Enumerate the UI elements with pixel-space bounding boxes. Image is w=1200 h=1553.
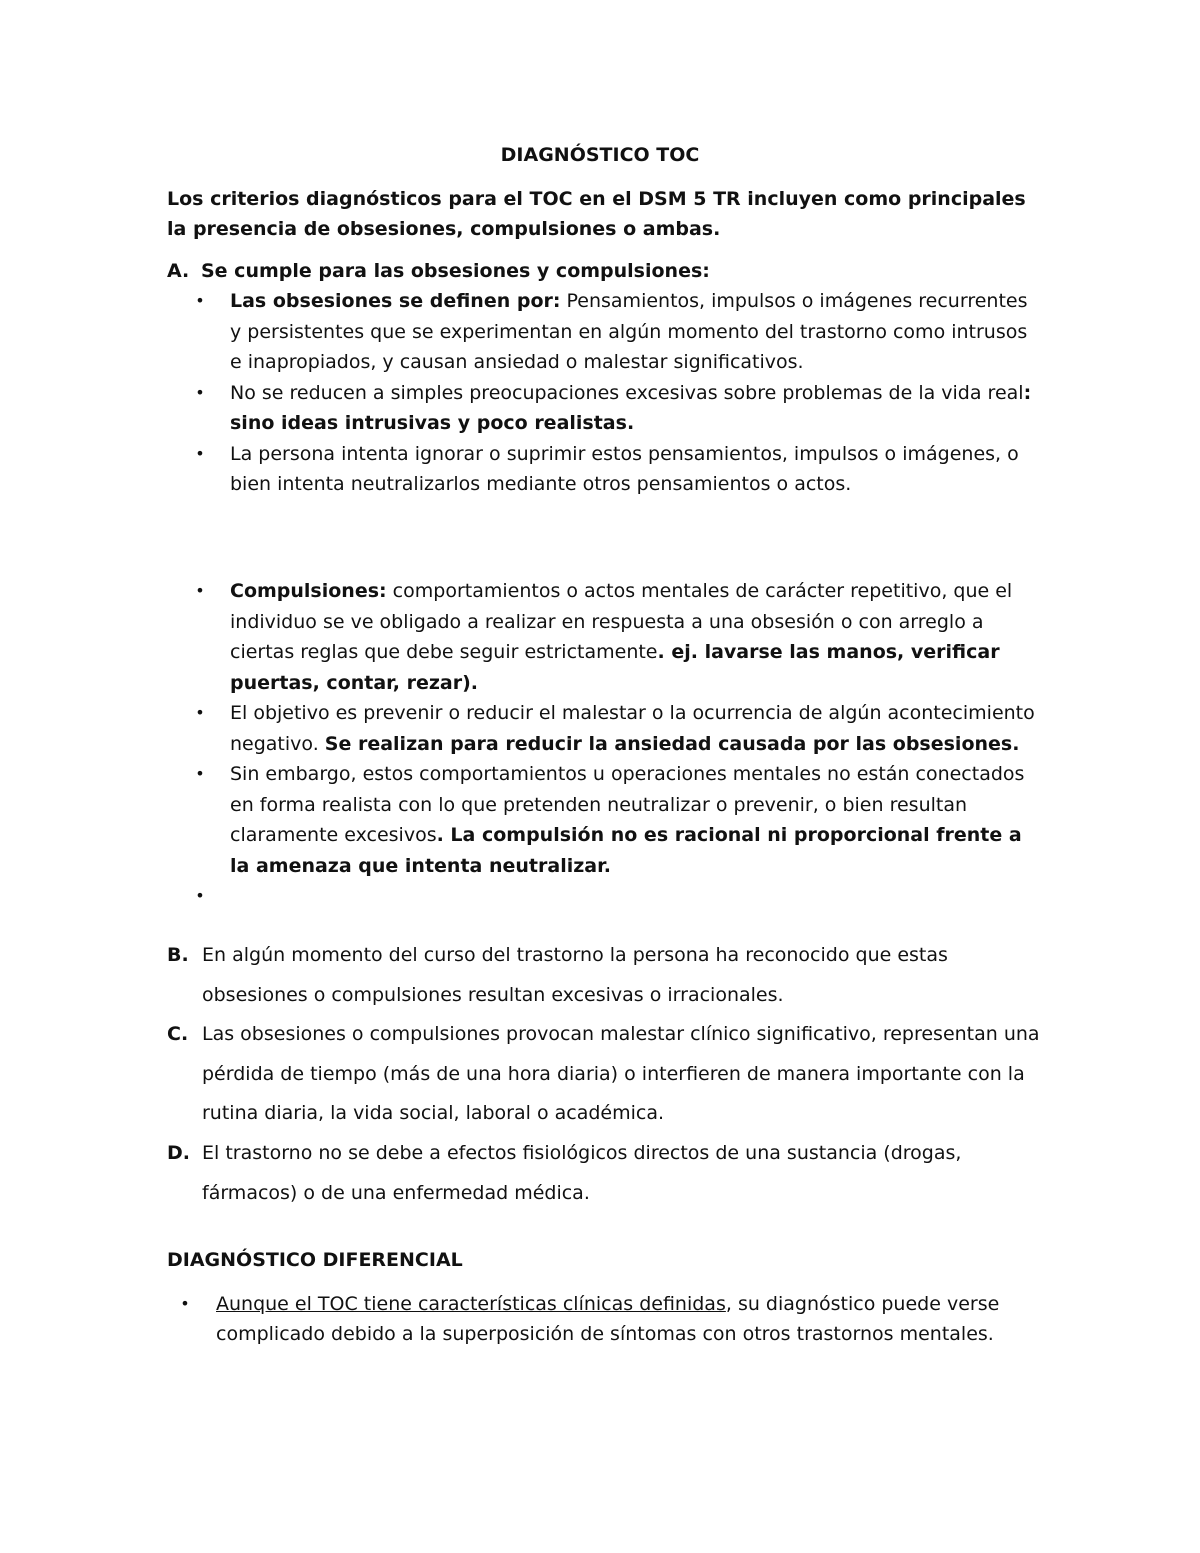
section-d <box>167 1134 1047 1213</box>
section-c <box>167 1015 1047 1134</box>
compulsions-bullet-list <box>195 576 1040 912</box>
bullet-icon: • <box>195 382 205 402</box>
compulsions-label: Compulsiones: <box>230 580 387 602</box>
list-item <box>195 439 1040 500</box>
list-item <box>195 576 1040 698</box>
list-item-text: La persona intenta ignorar o suprimir estos pensamientos, impulsos o imágenes, o bien intenta neutralizarlos mediante otros pensamientos o actos. <box>230 442 1019 495</box>
compulsions-text: comportamientos o actos mentales de carácter repetitivo, que el individuo se ve obligado a realizar en respuesta a una obsesión o con arreglo a ciertas reglas que debe seguir estrictamente <box>230 580 1013 663</box>
obsessions-definition-label: Las obsesiones se definen por: <box>230 290 561 312</box>
differential-bullet-list <box>180 1289 1046 1349</box>
section-d-text: El trastorno no se debe a efectos fisiológicos directos de una sustancia (drogas, fármacos) o de una enfermedad médica. <box>202 1142 962 1204</box>
section-b-letter: B. <box>167 944 189 966</box>
section-a-title: Se cumple para las obsesiones y compulsiones: <box>201 260 710 282</box>
section-a-letter: A. <box>167 260 190 282</box>
bullet-icon: • <box>195 291 205 310</box>
list-item-bold-tail: : sino ideas intrusivas y poco realistas. <box>230 381 1032 434</box>
list-item-text: Sin embargo, estos comportamientos u operaciones mentales no están conectados en forma realista con lo que pretenden neutralizar o prevenir, o bien resultan claramente excesivos <box>230 763 1025 846</box>
bullet-icon: • <box>195 886 205 905</box>
section-c-letter: C. <box>167 1023 189 1045</box>
bullet-icon: • <box>195 581 205 600</box>
obsessions-definition-text: Pensamientos, impulsos o imágenes recurrentes y persistentes que se experimentan en algún momento del trastorno como intrusos e inapropiados, y causan ansiedad o malestar significativos. <box>230 290 1028 373</box>
list-item <box>195 759 1040 881</box>
intro-paragraph: Los criterios diagnósticos para el TOC en el DSM 5 TR incluyen como principales la presencia de obsesiones, compulsiones o ambas. <box>167 188 1026 240</box>
list-item-text: El objetivo es prevenir o reducir el malestar o la ocurrencia de algún acontecimiento negativo. <box>230 702 1035 755</box>
section-b <box>167 936 1047 1015</box>
list-item <box>195 286 1040 378</box>
differential-text: , su diagnóstico puede verse complicado debido a la superposición de síntomas con otros trastornos mentales. <box>216 1293 1000 1345</box>
differential-heading: DIAGNÓSTICO DIFERENCIAL <box>167 1249 463 1271</box>
obsessions-bullet-list <box>195 286 1040 500</box>
list-item-text: No se reducen a simples preocupaciones excesivas sobre problemas de la vida real <box>230 381 1024 404</box>
section-b-text: En algún momento del curso del trastorno la persona ha reconocido que estas obsesiones o compulsiones resultan excesivas o irracionales. <box>202 944 948 1006</box>
compulsions-examples: . ej. lavarse las manos, verificar puertas, contar, rezar). <box>230 641 1000 694</box>
page-title: DIAGNÓSTICO TOC <box>500 144 700 166</box>
list-item <box>195 378 1040 439</box>
bullet-icon: • <box>180 1294 190 1313</box>
section-d-letter: D. <box>167 1142 190 1164</box>
empty-list-item <box>195 881 1040 912</box>
bullet-icon: • <box>195 764 205 783</box>
list-item <box>180 1289 1046 1349</box>
bullet-icon: • <box>195 703 205 722</box>
section-a-heading <box>167 256 1047 286</box>
section-c-text: Las obsesiones o compulsiones provocan malestar clínico significativo, representan una pérdida de tiempo (más de una hora diaria) o interfieren de manera importante con la rutina diaria, la vida social, laboral o académica. <box>202 1023 1040 1124</box>
list-item <box>195 698 1040 759</box>
list-item-bold-tail: Se realizan para reducir la ansiedad causada por las obsesiones. <box>324 732 1020 755</box>
bullet-icon: • <box>195 443 205 463</box>
list-item-bold-tail: . La compulsión no es racional ni proporcional frente a la amenaza que intenta neutralizar. <box>230 824 1022 877</box>
differential-underlined-text: Aunque el TOC tiene características clínicas definidas <box>216 1293 726 1315</box>
